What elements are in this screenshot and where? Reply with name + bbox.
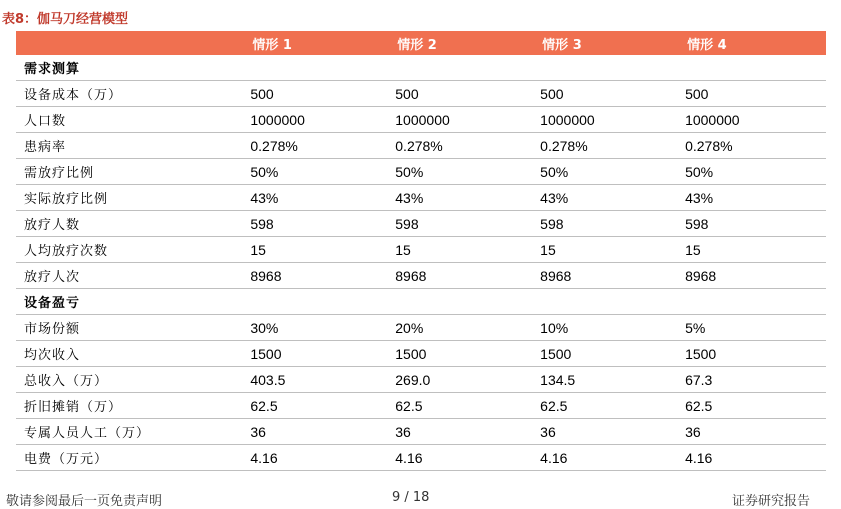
section-header-row bbox=[16, 289, 826, 315]
value-cell: 598 bbox=[681, 211, 826, 237]
table-row bbox=[16, 107, 826, 133]
footer-page-number: 9 / 18 bbox=[392, 490, 430, 505]
value-cell: 1000000 bbox=[391, 107, 536, 133]
value-cell bbox=[246, 55, 391, 81]
value-cell: 4.16 bbox=[536, 445, 681, 471]
value-cell: 1500 bbox=[536, 341, 681, 367]
value-cell: 62.5 bbox=[246, 393, 391, 419]
value-cell: 30% bbox=[246, 315, 391, 341]
value-cell: 500 bbox=[536, 81, 681, 107]
value-cell: 36 bbox=[536, 419, 681, 445]
value-cell: 43% bbox=[391, 185, 536, 211]
value-cell: 500 bbox=[391, 81, 536, 107]
value-cell: 50% bbox=[391, 159, 536, 185]
header-scenario-1: 情形 1 bbox=[246, 31, 391, 55]
value-cell: 500 bbox=[246, 81, 391, 107]
value-cell: 0.278% bbox=[681, 133, 826, 159]
table-row bbox=[16, 341, 826, 367]
value-cell: 4.16 bbox=[681, 445, 826, 471]
row-label: 专属人员人工（万） bbox=[16, 419, 246, 445]
value-cell: 8968 bbox=[536, 263, 681, 289]
value-cell bbox=[681, 289, 826, 315]
value-cell: 269.0 bbox=[391, 367, 536, 393]
value-cell: 598 bbox=[246, 211, 391, 237]
value-cell bbox=[391, 289, 536, 315]
value-cell: 43% bbox=[681, 185, 826, 211]
value-cell bbox=[391, 55, 536, 81]
value-cell: 8968 bbox=[246, 263, 391, 289]
table-row bbox=[16, 315, 826, 341]
value-cell: 4.16 bbox=[246, 445, 391, 471]
value-cell: 67.3 bbox=[681, 367, 826, 393]
value-cell: 500 bbox=[681, 81, 826, 107]
header-scenario-2: 情形 2 bbox=[391, 31, 536, 55]
row-label: 人均放疗次数 bbox=[16, 237, 246, 263]
value-cell: 598 bbox=[536, 211, 681, 237]
value-cell: 0.278% bbox=[391, 133, 536, 159]
table-row bbox=[16, 445, 826, 471]
value-cell: 50% bbox=[536, 159, 681, 185]
value-cell: 43% bbox=[536, 185, 681, 211]
value-cell: 36 bbox=[246, 419, 391, 445]
row-label: 市场份额 bbox=[16, 315, 246, 341]
value-cell: 4.16 bbox=[391, 445, 536, 471]
header-empty-cell bbox=[16, 31, 246, 55]
value-cell: 1000000 bbox=[246, 107, 391, 133]
value-cell: 1000000 bbox=[681, 107, 826, 133]
value-cell bbox=[536, 289, 681, 315]
table-row bbox=[16, 263, 826, 289]
value-cell: 20% bbox=[391, 315, 536, 341]
value-cell: 10% bbox=[536, 315, 681, 341]
value-cell: 1000000 bbox=[536, 107, 681, 133]
value-cell: 15 bbox=[391, 237, 536, 263]
row-label: 电费（万元） bbox=[16, 445, 246, 471]
footer-disclaimer: 敬请参阅最后一页免责声明 bbox=[6, 494, 163, 509]
value-cell: 36 bbox=[681, 419, 826, 445]
value-cell: 598 bbox=[391, 211, 536, 237]
row-label: 总收入（万） bbox=[16, 367, 246, 393]
value-cell: 403.5 bbox=[246, 367, 391, 393]
row-label: 折旧摊销（万） bbox=[16, 393, 246, 419]
row-label: 放疗人数 bbox=[16, 211, 246, 237]
value-cell: 15 bbox=[681, 237, 826, 263]
value-cell: 1500 bbox=[391, 341, 536, 367]
footer-report-label: 证券研究报告 bbox=[732, 494, 811, 509]
value-cell: 15 bbox=[536, 237, 681, 263]
value-cell: 15 bbox=[246, 237, 391, 263]
row-label: 人口数 bbox=[16, 107, 246, 133]
value-cell: 1500 bbox=[681, 341, 826, 367]
row-label: 放疗人次 bbox=[16, 263, 246, 289]
section-header-row bbox=[16, 55, 826, 81]
row-label: 患病率 bbox=[16, 133, 246, 159]
row-label: 设备成本（万） bbox=[16, 81, 246, 107]
table-row bbox=[16, 211, 826, 237]
value-cell: 134.5 bbox=[536, 367, 681, 393]
row-label: 实际放疗比例 bbox=[16, 185, 246, 211]
value-cell bbox=[681, 55, 826, 81]
value-cell: 8968 bbox=[391, 263, 536, 289]
value-cell: 50% bbox=[246, 159, 391, 185]
table-row bbox=[16, 237, 826, 263]
table-row bbox=[16, 159, 826, 185]
value-cell: 0.278% bbox=[246, 133, 391, 159]
table-row bbox=[16, 419, 826, 445]
value-cell: 8968 bbox=[681, 263, 826, 289]
value-cell: 5% bbox=[681, 315, 826, 341]
header-scenario-3: 情形 3 bbox=[536, 31, 681, 55]
header-scenario-4: 情形 4 bbox=[681, 31, 826, 55]
value-cell: 50% bbox=[681, 159, 826, 185]
section-title: 设备盈亏 bbox=[16, 289, 246, 315]
value-cell bbox=[536, 55, 681, 81]
row-label: 需放疗比例 bbox=[16, 159, 246, 185]
table-row bbox=[16, 133, 826, 159]
table-row bbox=[16, 81, 826, 107]
table-header-row bbox=[16, 31, 826, 55]
section-title: 需求测算 bbox=[16, 55, 246, 81]
row-label: 均次收入 bbox=[16, 341, 246, 367]
value-cell: 62.5 bbox=[391, 393, 536, 419]
table-row bbox=[16, 393, 826, 419]
table-row bbox=[16, 367, 826, 393]
value-cell: 1500 bbox=[246, 341, 391, 367]
table-caption: 表8：伽马刀经营模型 bbox=[2, 12, 129, 27]
value-cell: 62.5 bbox=[536, 393, 681, 419]
operating-model-table bbox=[16, 31, 826, 471]
value-cell: 62.5 bbox=[681, 393, 826, 419]
value-cell bbox=[246, 289, 391, 315]
value-cell: 36 bbox=[391, 419, 536, 445]
table-row bbox=[16, 185, 826, 211]
value-cell: 43% bbox=[246, 185, 391, 211]
value-cell: 0.278% bbox=[536, 133, 681, 159]
